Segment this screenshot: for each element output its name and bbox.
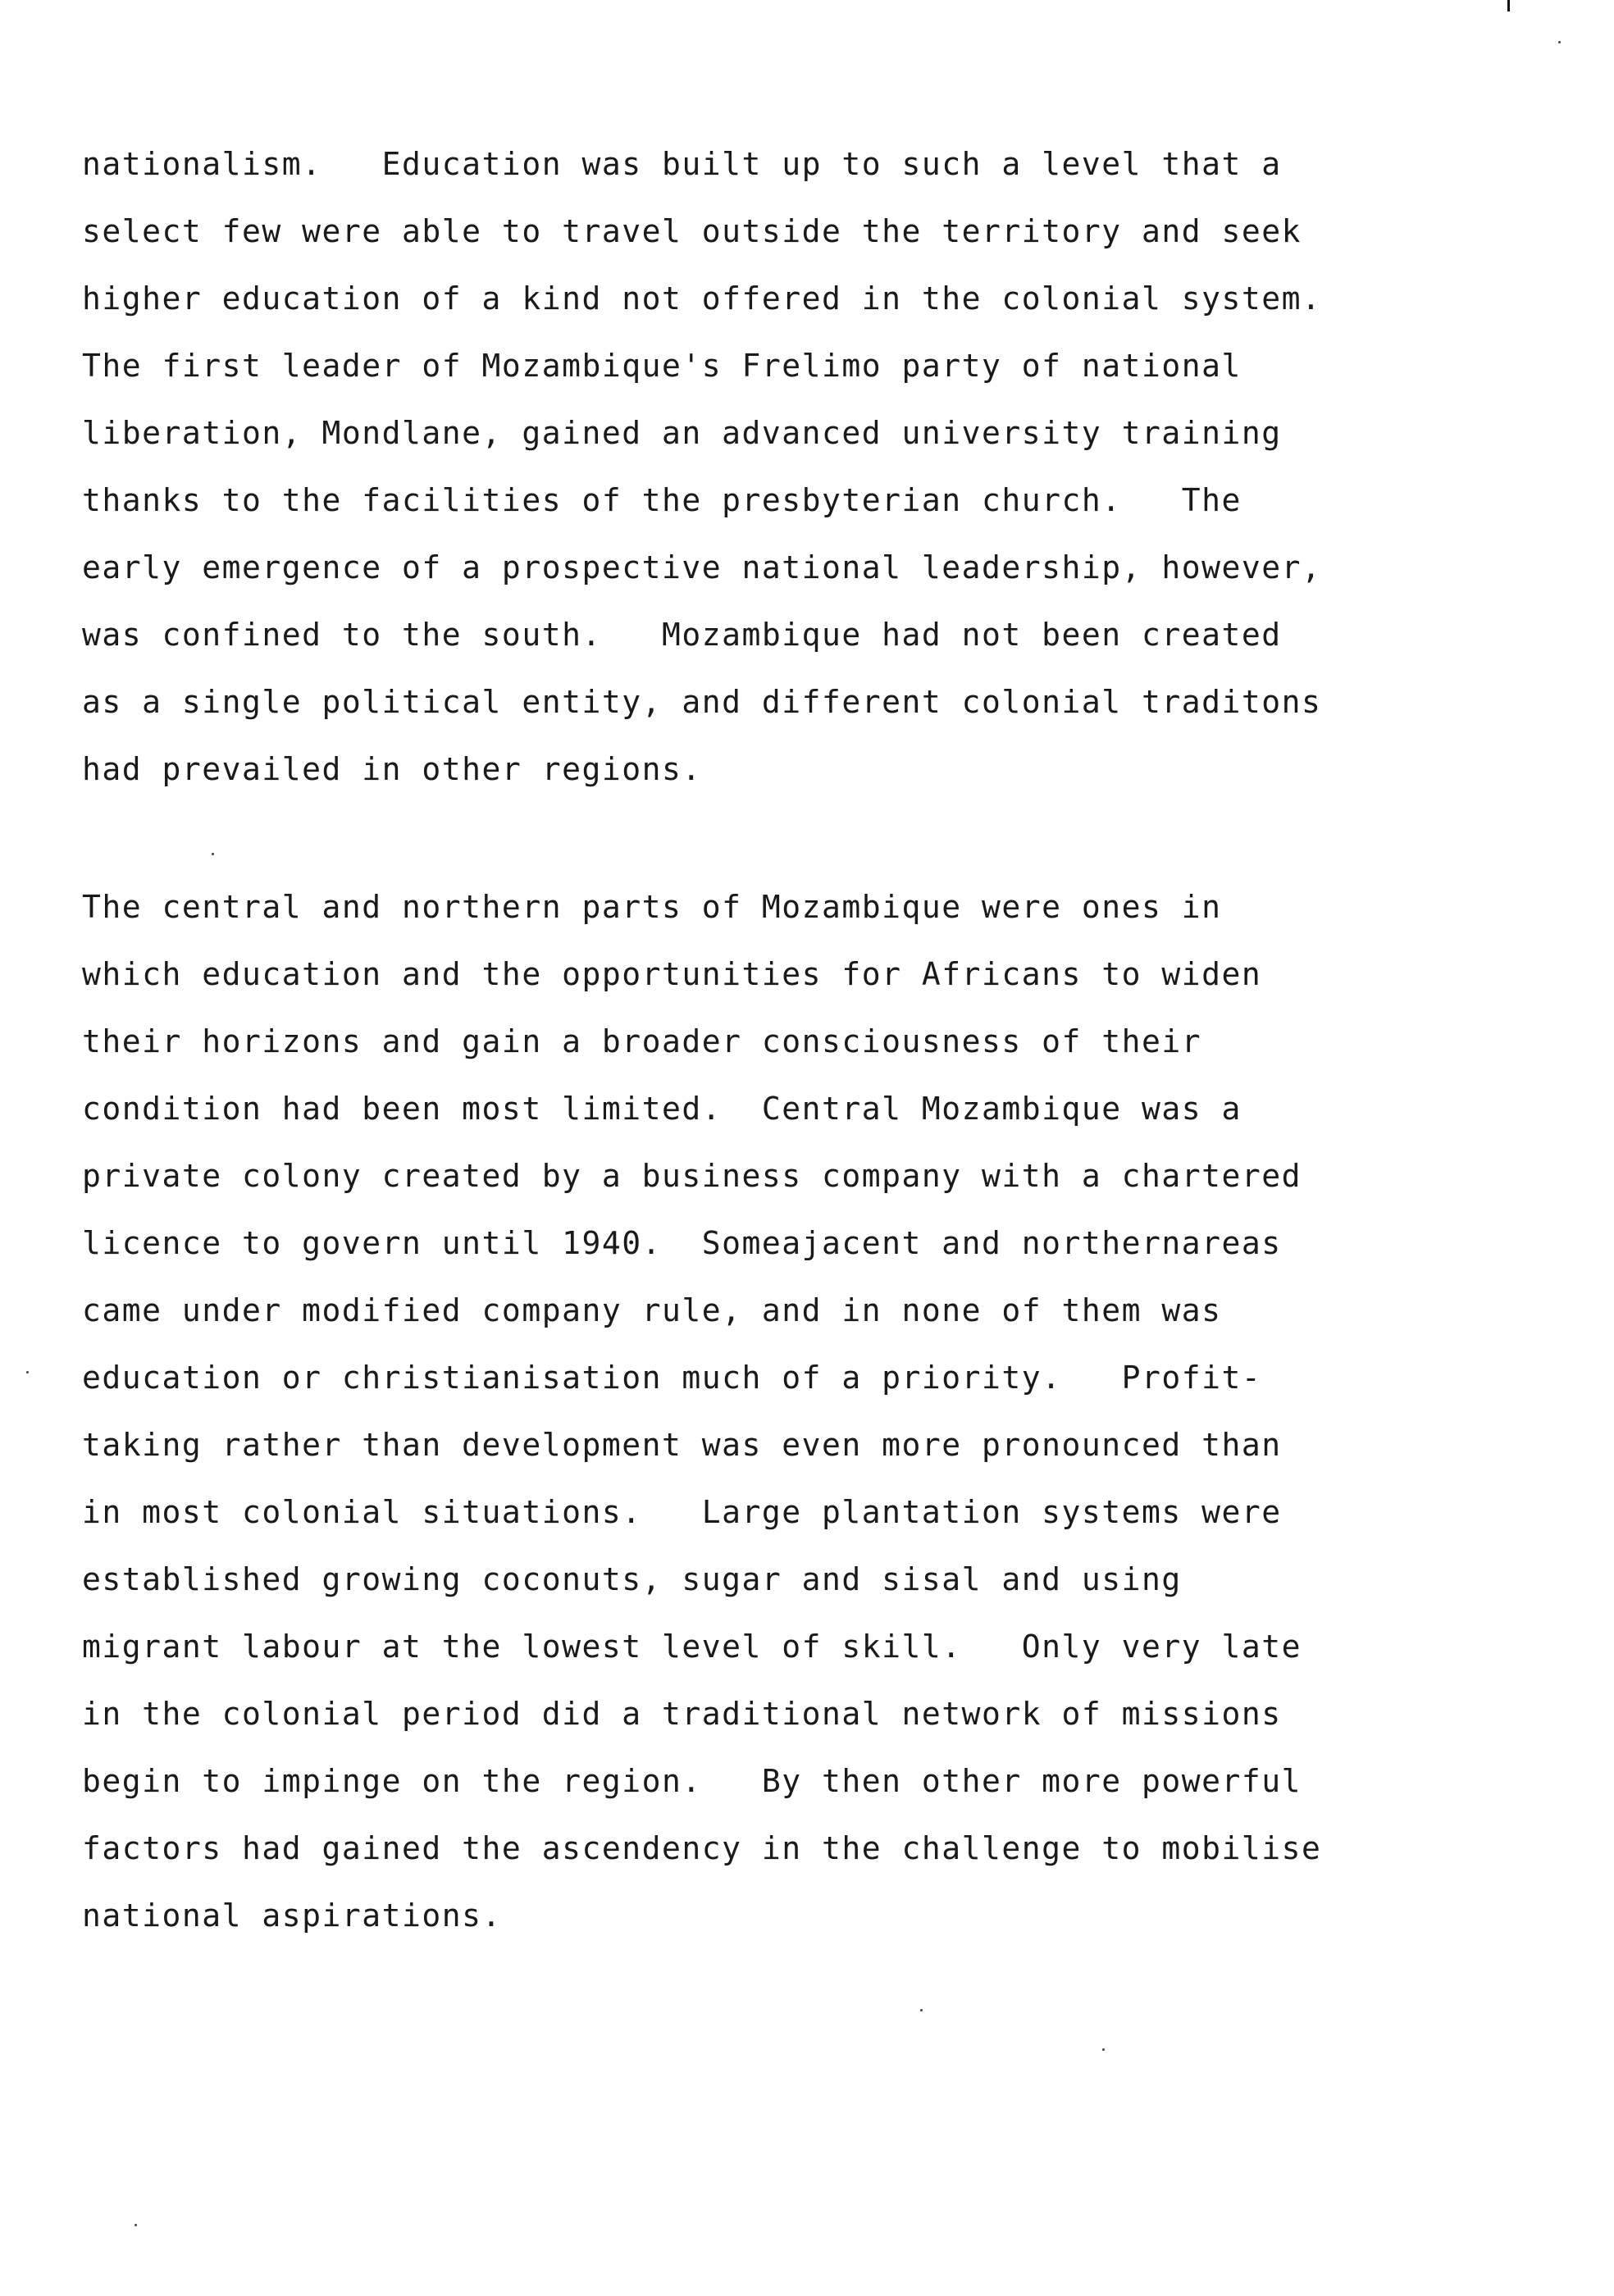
text-line: thanks to the facilities of the presbyterian church. The (82, 482, 1242, 518)
text-line: nationalism. Education was built up to such a level that a (82, 146, 1282, 182)
text-line: which education and the opportunities for Africans to widen (82, 956, 1262, 992)
text-line: had prevailed in other regions. (82, 751, 702, 787)
page-corner-mark (1507, 0, 1510, 11)
scan-speck (1558, 41, 1561, 43)
text-line: was confined to the south. Mozambique had not been created (82, 617, 1282, 653)
scan-speck (1102, 2048, 1105, 2051)
text-line: national aspirations. (82, 1897, 502, 1934)
text-line: The first leader of Mozambique's Frelimo party of national (82, 348, 1242, 384)
text-line: higher education of a kind not offered in the colonial system. (82, 280, 1322, 317)
text-line: select few were able to travel outside the territory and seek (82, 213, 1302, 249)
text-line: The central and northern parts of Mozambique were ones in (82, 889, 1222, 925)
text-line: education or christianisation much of a priority. Profit- (82, 1360, 1262, 1396)
text-line: migrant labour at the lowest level of skill. Only very late (82, 1629, 1302, 1665)
text-line: factors had gained the ascendency in the challenge to mobilise (82, 1830, 1322, 1866)
text-line: private colony created by a business company with a chartered (82, 1158, 1302, 1194)
text-line: begin to impinge on the region. By then other more powerful (82, 1763, 1302, 1799)
text-line: established growing coconuts, sugar and sisal and using (82, 1561, 1182, 1597)
text-line: their horizons and gain a broader consciousness of their (82, 1023, 1202, 1059)
text-line: in the colonial period did a traditional network of missions (82, 1696, 1282, 1732)
text-line: taking rather than development was even more pronounced than (82, 1427, 1282, 1463)
text-line: licence to govern until 1940. Someajacent and northernareas (82, 1225, 1282, 1261)
text-line: early emergence of a prospective national leadership, however, (82, 549, 1322, 585)
text-line: came under modified company rule, and in none of them was (82, 1292, 1222, 1328)
text-line: in most colonial situations. Large plantation systems were (82, 1494, 1282, 1530)
text-line: liberation, Mondlane, gained an advanced university training (82, 415, 1282, 451)
scan-speck (920, 2009, 923, 2011)
text-line: condition had been most limited. Central Mozambique was a (82, 1091, 1242, 1127)
scan-speck (26, 1371, 29, 1374)
text-line: as a single political entity, and different colonial traditons (82, 684, 1322, 720)
scan-speck (134, 2224, 137, 2226)
scan-speck (212, 853, 214, 855)
